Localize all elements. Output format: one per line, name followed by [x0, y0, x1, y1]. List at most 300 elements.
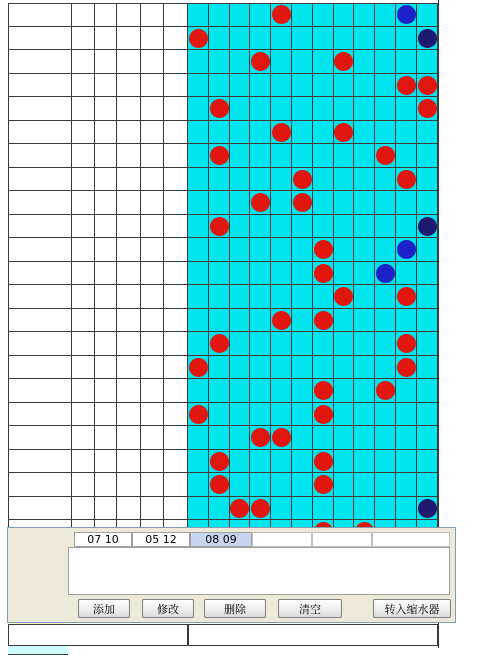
distribution-cell [417, 50, 438, 74]
distribution-cell [271, 497, 292, 521]
distribution-cell [375, 74, 396, 98]
distribution-cell [250, 285, 271, 309]
num1-cell [72, 191, 95, 215]
distribution-cell [334, 74, 355, 98]
distribution-cell [313, 50, 334, 74]
grid-left-border [8, 3, 9, 591]
distribution-cell [209, 356, 230, 380]
drawn-number-ball [210, 475, 229, 494]
distribution-cell [271, 473, 292, 497]
distribution-cell [188, 426, 209, 450]
period-cell [8, 379, 72, 403]
distribution-cell [188, 309, 209, 333]
distribution-cell [334, 262, 355, 286]
distribution-cell [313, 356, 334, 380]
distribution-cell [209, 285, 230, 309]
distribution-cell [250, 50, 271, 74]
distribution-cell [313, 97, 334, 121]
distribution-cell [313, 332, 334, 356]
span-cell [141, 3, 164, 27]
distribution-cell [334, 497, 355, 521]
distribution-cell [375, 168, 396, 192]
distribution-cell [396, 74, 417, 98]
distribution-cell [334, 215, 355, 239]
distribution-cell [334, 309, 355, 333]
num2-cell [95, 426, 117, 450]
distribution-cell [375, 473, 396, 497]
distribution-cell [271, 50, 292, 74]
tail-cell [164, 238, 188, 262]
distribution-cell [188, 144, 209, 168]
distribution-cell [354, 403, 375, 427]
sum-cell [117, 262, 141, 286]
distribution-cell [396, 121, 417, 145]
drawn-number-ball [397, 5, 416, 24]
distribution-cell [417, 27, 438, 51]
distribution-cell [271, 215, 292, 239]
tail-cell [164, 191, 188, 215]
distribution-cell [396, 403, 417, 427]
sum-cell [117, 168, 141, 192]
num1-cell [72, 262, 95, 286]
distribution-cell [271, 450, 292, 474]
span-cell [141, 309, 164, 333]
distribution-cell [271, 262, 292, 286]
drawn-number-ball [272, 123, 291, 142]
drawn-number-ball [397, 358, 416, 377]
distribution-cell [334, 191, 355, 215]
distribution-cell [417, 379, 438, 403]
num1-cell [72, 97, 95, 121]
distribution-cell [396, 215, 417, 239]
distribution-cell [354, 285, 375, 309]
distribution-cell [209, 191, 230, 215]
distribution-cell [334, 50, 355, 74]
distribution-cell [230, 285, 251, 309]
distribution-cell [271, 285, 292, 309]
period-cell [8, 309, 72, 333]
drawn-number-ball [314, 264, 333, 283]
distribution-cell [417, 168, 438, 192]
distribution-cell [375, 332, 396, 356]
distribution-cell [313, 27, 334, 51]
num2-cell [95, 262, 117, 286]
distribution-cell [209, 97, 230, 121]
drawn-number-ball [314, 381, 333, 400]
drawn-number-ball [189, 358, 208, 377]
distribution-cell [209, 332, 230, 356]
distribution-cell [188, 74, 209, 98]
tail-cell [164, 144, 188, 168]
period-cell [8, 285, 72, 309]
drawn-number-ball [418, 29, 437, 48]
delete-button[interactable]: 删除 [204, 599, 266, 618]
drawn-number-ball [397, 240, 416, 259]
num2-cell [95, 238, 117, 262]
distribution-cell [188, 168, 209, 192]
num2-cell [95, 191, 117, 215]
distribution-cell [292, 332, 313, 356]
distribution-cell [250, 379, 271, 403]
add-button[interactable]: 添加 [78, 599, 130, 618]
drawn-number-ball [251, 428, 270, 447]
drawn-number-ball [397, 287, 416, 306]
drawn-number-ball [230, 499, 249, 518]
distribution-cell [292, 121, 313, 145]
distribution-cell [375, 450, 396, 474]
drawn-number-ball [251, 52, 270, 71]
distribution-cell [375, 379, 396, 403]
distribution-cell [396, 332, 417, 356]
distribution-cell [334, 97, 355, 121]
num2-cell [95, 332, 117, 356]
sum-cell [117, 50, 141, 74]
distribution-cell [354, 3, 375, 27]
drawn-number-ball [210, 146, 229, 165]
distribution-cell [313, 379, 334, 403]
distribution-cell [396, 450, 417, 474]
distribution-cell [375, 285, 396, 309]
distribution-cell [292, 285, 313, 309]
num1-cell [72, 121, 95, 145]
distribution-cell [230, 74, 251, 98]
distribution-cell [396, 473, 417, 497]
tail-cell [164, 50, 188, 74]
distribution-cell [230, 332, 251, 356]
distribution-cell [271, 238, 292, 262]
distribution-cell [271, 191, 292, 215]
sum-cell [117, 191, 141, 215]
tail-cell [164, 262, 188, 286]
distribution-cell [230, 379, 251, 403]
distribution-cell [230, 426, 251, 450]
distribution-cell [188, 332, 209, 356]
distribution-cell [250, 450, 271, 474]
distribution-cell [375, 144, 396, 168]
distribution-cell [188, 27, 209, 51]
distribution-cell [396, 144, 417, 168]
distribution-cell [209, 450, 230, 474]
distribution-cell [292, 50, 313, 74]
num2-cell [95, 50, 117, 74]
distribution-cell [230, 168, 251, 192]
distribution-cell [396, 97, 417, 121]
distribution-cell [375, 121, 396, 145]
distribution-cell [292, 497, 313, 521]
distribution-cell [354, 144, 375, 168]
period-cell [8, 426, 72, 450]
distribution-cell [396, 426, 417, 450]
num2-cell [95, 144, 117, 168]
distribution-cell [271, 3, 292, 27]
span-cell [141, 191, 164, 215]
drawn-number-ball [376, 264, 395, 283]
distribution-cell [271, 144, 292, 168]
span-cell [141, 497, 164, 521]
period-cell [8, 473, 72, 497]
span-cell [141, 332, 164, 356]
distribution-cell [417, 144, 438, 168]
drawn-number-ball [314, 475, 333, 494]
sum-cell [117, 497, 141, 521]
distribution-cell [313, 497, 334, 521]
distribution-cell [271, 168, 292, 192]
distribution-cell [313, 215, 334, 239]
num1-cell [72, 50, 95, 74]
drawn-number-ball [272, 428, 291, 447]
distribution-cell [188, 262, 209, 286]
distribution-cell [230, 356, 251, 380]
distribution-cell [354, 473, 375, 497]
distribution-cell [334, 450, 355, 474]
distribution-cell [230, 27, 251, 51]
distribution-cell [334, 332, 355, 356]
distribution-cell [271, 332, 292, 356]
distribution-cell [188, 238, 209, 262]
distribution-cell [396, 191, 417, 215]
num2-cell [95, 379, 117, 403]
distribution-cell [209, 403, 230, 427]
modify-button[interactable]: 修改 [142, 599, 194, 618]
distribution-cell [230, 262, 251, 286]
sum-cell [117, 379, 141, 403]
distribution-cell [417, 191, 438, 215]
distribution-cell [271, 74, 292, 98]
tail-cell [164, 332, 188, 356]
span-cell [141, 215, 164, 239]
num2-cell [95, 356, 117, 380]
tab-empty-1 [252, 532, 312, 547]
drawn-number-ball [397, 76, 416, 95]
distribution-cell [292, 403, 313, 427]
clear-button[interactable]: 清空 [278, 599, 342, 618]
num1-cell [72, 27, 95, 51]
distribution-cell [334, 27, 355, 51]
drawn-number-ball [189, 29, 208, 48]
distribution-cell [230, 238, 251, 262]
distribution-cell [417, 426, 438, 450]
distribution-cell [250, 497, 271, 521]
num1-cell [72, 285, 95, 309]
sum-cell [117, 450, 141, 474]
drawn-number-ball [314, 240, 333, 259]
distribution-cell [209, 27, 230, 51]
sum-cell [117, 403, 141, 427]
distribution-cell [209, 473, 230, 497]
distribution-cell [354, 215, 375, 239]
distribution-cell [209, 379, 230, 403]
distribution-cell [188, 403, 209, 427]
distribution-cell [334, 426, 355, 450]
distribution-cell [375, 215, 396, 239]
distribution-cell [230, 121, 251, 145]
num2-cell [95, 497, 117, 521]
distribution-cell [271, 403, 292, 427]
selection-list[interactable] [68, 547, 450, 595]
distribution-cell [292, 3, 313, 27]
drawn-number-ball [210, 452, 229, 471]
sum-cell [117, 238, 141, 262]
distribution-cell [188, 121, 209, 145]
distribution-cell [354, 50, 375, 74]
span-cell [141, 285, 164, 309]
span-cell [141, 144, 164, 168]
period-cell [8, 332, 72, 356]
distribution-cell [292, 379, 313, 403]
num1-cell [72, 403, 95, 427]
distribution-cell [417, 403, 438, 427]
distribution-cell [396, 356, 417, 380]
distribution-cell [313, 403, 334, 427]
distribution-cell [292, 215, 313, 239]
drawn-number-ball [397, 170, 416, 189]
distribution-cell [250, 262, 271, 286]
distribution-cell [271, 426, 292, 450]
distribution-cell [334, 403, 355, 427]
drawn-number-ball [272, 311, 291, 330]
distribution-cell [334, 238, 355, 262]
drawn-number-ball [251, 193, 270, 212]
num1-cell [72, 497, 95, 521]
sum-cell [117, 74, 141, 98]
distribution-cell [292, 262, 313, 286]
span-cell [141, 50, 164, 74]
distribution-cell [334, 356, 355, 380]
distribution-cell [334, 121, 355, 145]
distribution-cell [354, 168, 375, 192]
transfer-to-reducer-button[interactable]: 转入缩水器 [373, 599, 451, 618]
distribution-cell [417, 238, 438, 262]
distribution-cell [188, 473, 209, 497]
distribution-cell [417, 3, 438, 27]
distribution-cell [230, 309, 251, 333]
drawn-number-ball [272, 5, 291, 24]
span-cell [141, 473, 164, 497]
distribution-cell [396, 3, 417, 27]
tail-cell [164, 403, 188, 427]
period-cell [8, 238, 72, 262]
sum-cell [117, 97, 141, 121]
sum-cell [117, 215, 141, 239]
distribution-cell [209, 3, 230, 27]
period-cell [8, 262, 72, 286]
tail-cell [164, 285, 188, 309]
num2-cell [95, 3, 117, 27]
distribution-cell [250, 121, 271, 145]
distribution-cell [354, 426, 375, 450]
distribution-cell [188, 379, 209, 403]
distribution-cell [188, 356, 209, 380]
distribution-cell [396, 50, 417, 74]
distribution-cell [375, 27, 396, 51]
drawn-number-ball [314, 452, 333, 471]
distribution-cell [271, 27, 292, 51]
drawn-number-ball [210, 217, 229, 236]
num1-cell [72, 3, 95, 27]
distribution-cell [250, 27, 271, 51]
tab-1[interactable]: 05 12 [132, 532, 190, 547]
distribution-cell [375, 356, 396, 380]
distribution-cell [188, 285, 209, 309]
distribution-cell [292, 191, 313, 215]
distribution-cell [292, 238, 313, 262]
distribution-cell [354, 97, 375, 121]
left-table-title [8, 624, 188, 646]
sum-cell [117, 285, 141, 309]
span-cell [141, 74, 164, 98]
tail-cell [164, 356, 188, 380]
distribution-cell [230, 403, 251, 427]
distribution-cell [250, 356, 271, 380]
distribution-cell [292, 473, 313, 497]
num2-cell [95, 450, 117, 474]
num2-cell [95, 168, 117, 192]
distribution-cell [334, 3, 355, 27]
distribution-cell [334, 144, 355, 168]
distribution-cell [250, 74, 271, 98]
distribution-cell [250, 238, 271, 262]
span-cell [141, 426, 164, 450]
drawn-number-ball [376, 381, 395, 400]
num2-cell [95, 473, 117, 497]
distribution-cell [209, 262, 230, 286]
distribution-cell [209, 215, 230, 239]
tab-0[interactable]: 07 10 [74, 532, 132, 547]
distribution-cell [271, 356, 292, 380]
sum-cell [117, 473, 141, 497]
period-cell [8, 27, 72, 51]
period-cell [8, 97, 72, 121]
sum-cell [117, 27, 141, 51]
distribution-cell [375, 3, 396, 27]
drawn-number-ball [334, 123, 353, 142]
drawn-number-ball [293, 193, 312, 212]
grid-top-border [8, 3, 438, 4]
distribution-cell [354, 191, 375, 215]
distribution-cell [271, 97, 292, 121]
distribution-cell [313, 121, 334, 145]
period-cell [8, 450, 72, 474]
distribution-cell [209, 121, 230, 145]
distribution-cell [396, 262, 417, 286]
distribution-cell [230, 450, 251, 474]
span-cell [141, 238, 164, 262]
distribution-cell [250, 332, 271, 356]
drawn-number-ball [293, 170, 312, 189]
drawn-number-ball [418, 499, 437, 518]
span-cell [141, 168, 164, 192]
tab-2[interactable]: 08 09 [190, 532, 252, 547]
num2-cell [95, 27, 117, 51]
distribution-cell [396, 238, 417, 262]
distribution-cell [417, 97, 438, 121]
distribution-cell [292, 74, 313, 98]
distribution-cell [292, 97, 313, 121]
distribution-cell [250, 426, 271, 450]
tail-cell [164, 215, 188, 239]
distribution-cell [354, 309, 375, 333]
distribution-cell [313, 285, 334, 309]
num2-cell [95, 74, 117, 98]
num1-cell [72, 379, 95, 403]
period-cell [8, 144, 72, 168]
distribution-cell [417, 309, 438, 333]
distribution-cell [417, 262, 438, 286]
distribution-cell [271, 121, 292, 145]
tail-cell [164, 497, 188, 521]
period-cell [8, 215, 72, 239]
distribution-cell [417, 74, 438, 98]
